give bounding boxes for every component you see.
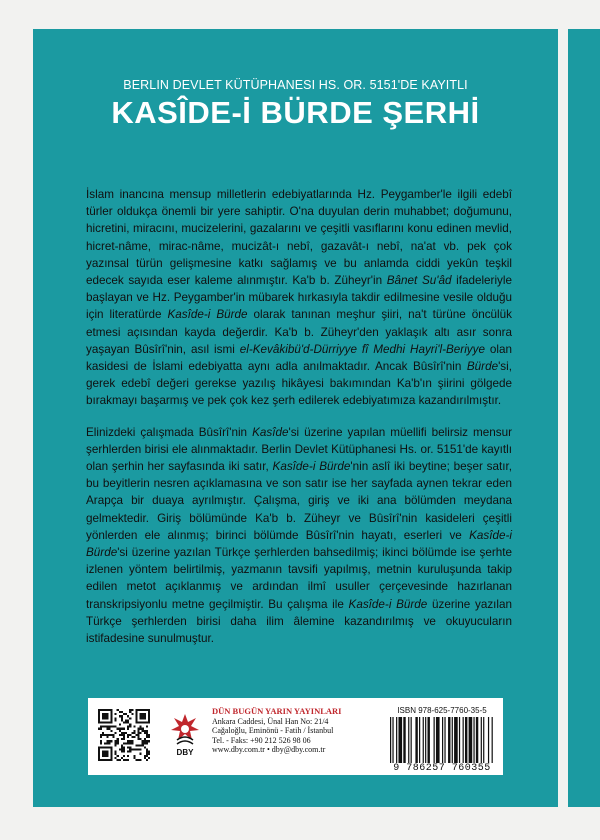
text-run: 'si üzerine yazılan Türkçe şerhlerden bahsedilmiş; ikinci bölümde ise şerhte izlenen yöntem belirtilmiş, yazmanın tavsifi yapılmış, metnin kuruluşunda takip edilen metot açıklanmış ve ardından ilmî usuller çerçevesinde hazırlanan transkripsiyonlu metne geçilmiştir. Bu çalışma ile <box>86 546 512 611</box>
barcode-number: 9 786257 760355 <box>393 763 491 774</box>
text-run: Kasîde-i Bürde <box>86 528 512 560</box>
web-line: www.dby.com.tr • dby@dby.com.tr <box>212 745 326 755</box>
text-run: olan kasidesi de İslami edebiyatta aynı adla anılmaktadır. Ancak Bûsîrî'nin <box>86 342 512 374</box>
cover-subtitle: BERLIN DEVLET KÜTÜPHANESI HS. OR. 5151'DE KAYITLI <box>123 78 468 92</box>
front-cover-edge <box>568 29 600 807</box>
blurb-paragraph-1 <box>86 186 512 410</box>
address-line-2: Cağaloğlu, Eminönü - Fatih / İstanbul <box>212 726 334 736</box>
isbn-block <box>388 706 496 774</box>
text-run: Elinizdeki çalışmada Bûsîrî'nin <box>86 425 253 439</box>
qr-code-icon <box>98 709 150 761</box>
blurb-text <box>86 186 512 661</box>
phone-line: Tel. - Faks: +90 212 526 98 06 <box>212 735 311 745</box>
cover-title: KASÎDE-İ BÜRDE ŞERHİ <box>111 95 480 130</box>
logo-label: DBY <box>176 748 194 757</box>
address-line-1: Ankara Caddesi, Ünal Han No: 21/4 <box>212 716 329 726</box>
text-run: 'si, gerek edebî değeri gerekse yazılış hikâyesi bakımından Ka'b'ın şiirini gölgede bırakmayı başarmış ve pek çok kez şerh edilerek edebiyatımıza kazandırılmıştır. <box>86 360 512 408</box>
publisher-footer <box>88 698 503 775</box>
text-run: Kasîde-i Bürde <box>272 460 351 474</box>
publisher-logo-icon <box>165 708 205 760</box>
text-run: 'si üzerine yapılan müellifi belirsiz mensur şerhlerden birisi ele alınmaktadır. Berlin Devlet Kütüphanesi Hs. or. 5151'de kayıtlı olan şerhin her sayfasında iki satır, <box>86 425 513 474</box>
text-run: ifadeleriyle başlayan ve Hz. Peygamber'in mübarek hırkasıyla takdir edilmesine vesile olduğu için literatürde <box>86 274 512 322</box>
text-run: Kasîde <box>252 425 289 439</box>
isbn-label: ISBN 978-625-7760-35-5 <box>397 706 487 715</box>
back-cover <box>33 29 558 807</box>
text-run: el-Kevâkibü'd-Dürriyye fî Medhi Hayri'l-Beriyye <box>239 342 485 356</box>
blurb-paragraph-2 <box>86 424 512 648</box>
barcode-icon <box>388 717 496 763</box>
text-run: Bürde <box>466 360 499 374</box>
text-run: İslam inancına mensup milletlerin edebiyatlarında Hz. Peygamber'le ilgili edebî türler oldukça önemli bir yere sahiptir. O'na duyulan derin muhabbet; doğumunu, hicretini, miracını, mucizelerini, gazalarını ve çeşitli vasıflarını konu edinen mevlid, hicret-nâme, mirac-nâme, mucizât-ı nebî, gazavât-ı nebî, na'at vb. pek çok yazınsal türün gelişmesine katkı sağlamış ve bu anlamda ciddi yekûn teşkil edecek sayıda eser kaleme alınmıştır. Ka'b b. Züheyr'in <box>86 188 512 288</box>
publisher-name: DÜN BUGÜN YARIN YAYINLARI <box>212 706 342 716</box>
text-run: Bânet Su'âd <box>386 274 452 288</box>
publisher-info <box>212 707 382 755</box>
text-run: 'nin aslî iki beytine; beşer satır, bu beyitlerin nesren açıklamasına ve son satır ise her sayfada aynen tekrar eden Arapça bir duaya ayrılmıştır. Çalışma, giriş ve iki ana bölümden meydana gelmektedir. Giriş bölümünde Ka'b b. Züheyr ve Bûsîrî'nin kasideleri çeşitli yönlerden ele alınmış; birinci bölümde Bûsîrî'nin hayatı, eserleri ve <box>86 460 512 542</box>
text-run: Kasîde-i Bürde <box>348 597 428 611</box>
text-run: Kasîde-i Bürde <box>167 308 248 322</box>
text-run: olarak tanınan meşhur şiiri, na't türüne öncülük etmesi açısından kayda değerdir. Ka'b b. Züheyr'den yaklaşık altı asır sonra yaşayan Bûsîrî'nin, asıl ismi <box>86 308 512 356</box>
text-run: üzerine yazılan Türkçe şerhlerden birisi daha ilim âlemine kazandırılmış ve okuyucuların istifadesine sunulmuştur. <box>86 597 513 646</box>
